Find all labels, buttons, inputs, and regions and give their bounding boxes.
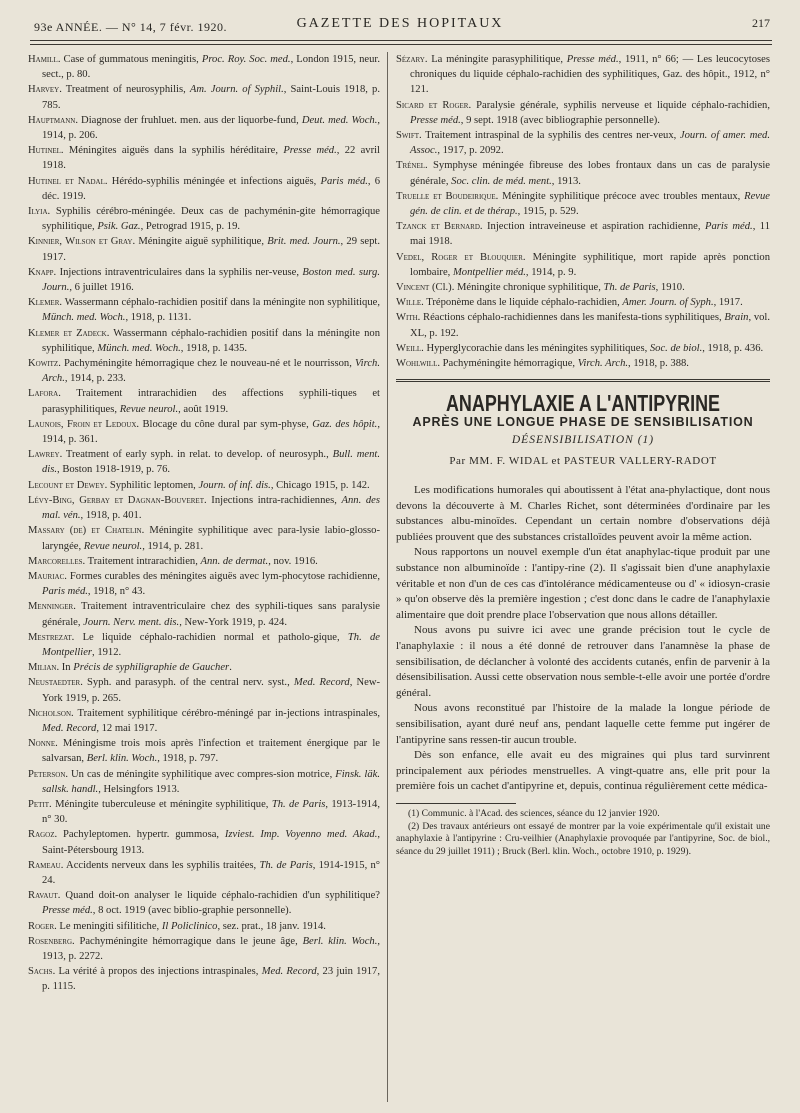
reference-italic: Proc. Roy. Soc. med. (201, 54, 291, 65)
article-body (396, 483, 770, 795)
reference-author: Massary (de) et Chatelin. (28, 525, 145, 537)
reference-author: Lawrey. (28, 449, 63, 461)
reference-rest: , 1914, p. 281. (142, 540, 204, 552)
reference-text: Quand doit-on analyser le liquide céphalo-rachidien d'un syphilitique? (60, 890, 380, 902)
bibliography-right-column (396, 52, 770, 371)
reference-italic: Psik. Gaz. (97, 221, 141, 233)
reference-italic: Soc. clin. de méd. ment. (451, 175, 552, 187)
reference-author: Roger. (28, 920, 57, 932)
reference-author: Sicard et Roger. (396, 99, 472, 111)
reference-italic: Münch. med. Woch. (42, 312, 126, 324)
reference-text: Diagnose der fruhluet. men. aus der liquorbe-fund, (77, 114, 302, 126)
reference-text: Traitement intraspinal de la syphilis des centres ner-veux, (421, 130, 680, 142)
reference-author: Sézary. (396, 54, 428, 65)
reference-entry (28, 204, 380, 234)
reference-rest: , Petrograd 1915, p. 19. (140, 221, 241, 233)
reference-italic: Th. de Paris (603, 282, 656, 294)
reference-text: La méningite parasyphilitique, (427, 54, 567, 65)
reference-rest: , 1912. (92, 646, 122, 658)
reference-italic: Med. Record (42, 722, 97, 734)
reference-italic: Brain (724, 312, 749, 324)
reference-italic: Med. Record (261, 966, 317, 978)
reference-italic: Finsk. läk. sallsk. handl. (42, 768, 380, 795)
reference-text: Méningite syphilitique avec para-lysie labio-glosso-laryngée, (42, 525, 380, 552)
reference-entry (396, 295, 770, 310)
reference-text: Injection intraveineuse et aspiration rachidienne, (482, 221, 705, 233)
reference-text: La vérité à propos des injections intraspinales, (55, 966, 262, 978)
reference-rest: , 1918, p. 1435. (180, 342, 248, 354)
reference-rest: , 6 déc. 1919. (42, 175, 381, 202)
reference-rest: , sez. prat., 18 janv. 1914. (217, 920, 326, 932)
reference-entry (28, 675, 381, 705)
reference-author: Rosenberg. (28, 935, 75, 947)
reference-entry (28, 767, 380, 797)
reference-text: Tréponème dans le liquide céphalo-rachidien, (423, 297, 623, 309)
reference-text: Méningisme trois mois après l'infection et traitement énergique par le salvarsan, (42, 738, 380, 765)
reference-rest: , 1914, p. 361. (42, 418, 380, 446)
reference-entry (28, 356, 380, 386)
reference-author: Nonne. (28, 738, 58, 750)
reference-entry (396, 310, 771, 340)
reference-rest: , 1914, p. 206. (42, 114, 380, 142)
article-subtitle: APRÈS UNE LONGUE PHASE DE SENSIBILISATION (412, 415, 754, 430)
reference-text: Hyperglycorachie dans les méningites syphilitiques, (423, 342, 650, 354)
reference-author: Petit. (28, 798, 52, 810)
reference-text: Injections intraventriculaires dans la syphilis ner-veuse, (56, 266, 303, 278)
reference-italic: Berl. klin. Woch. (86, 753, 158, 765)
reference-entry (28, 82, 381, 112)
reference-entry (28, 478, 380, 493)
reference-entry (28, 113, 380, 143)
reference-text: Pachyméningite hémorragique, (440, 358, 578, 370)
reference-rest: , 1917. (713, 297, 743, 309)
reference-rest: , 12 mai 1917. (96, 722, 158, 734)
reference-italic: Revue neurol. (83, 540, 143, 552)
reference-rest: , 1918, n° 43. (87, 586, 146, 598)
reference-italic: Paris méd. (42, 586, 88, 598)
article-subtitle-desensibilisation: DÉSENSIBILISATION (1) (511, 433, 655, 446)
reference-text: Wassermann céphalo-rachidien positif dans la méningite non syphilitique, (62, 297, 380, 309)
reference-text: Méningite tuberculeuse et méningite syphilitique, (51, 798, 272, 810)
reference-text: Méningites aiguës dans la syphilis héréditaire, (63, 145, 284, 157)
reference-text: Un cas de méningite syphilitique avec compres-sion motrice, (68, 768, 336, 780)
reference-italic: Montpellier méd. (452, 266, 526, 278)
reference-rest: , 11 mai 1918. (410, 221, 771, 248)
reference-text: Injections intra-rachidiennes, (206, 494, 342, 506)
reference-italic: Journ. Nerv. ment. dis. (83, 616, 180, 628)
reference-italic: Virch. Arch. (577, 358, 629, 370)
reference-entry (28, 919, 380, 934)
reference-italic: Soc. de biol. (649, 342, 703, 354)
reference-entry (28, 858, 381, 888)
reference-entry (28, 234, 380, 264)
footnotes (396, 808, 770, 858)
reference-text: Symphyse méningée fibreuse des lobes frontaux dans un cas de paralysie générale, (410, 160, 770, 187)
article-paragraph: Nous avons reconstitué par l'histoire de la malade la longue période de sensibilisation, ayant duré neuf ans, pendant laquelle cette femme put ingérer de l'antipyrine sans ressen-tir aucun trouble. (396, 702, 770, 746)
reference-italic: Ann. de dermat. (200, 555, 269, 567)
reference-text: Case of gummatous meningitis, (60, 54, 202, 65)
reference-text: Le liquide céphalo-rachidien normal et patholo-gique, (74, 631, 348, 643)
reference-text: Méningite syphilitique, mort rapide après ponction lombaire, (410, 251, 770, 278)
reference-rest: , 1914-1915, n° 24. (42, 859, 381, 886)
reference-rest: , Chicago 1915, p. 142. (270, 479, 370, 491)
reference-author: Marcorelles. (28, 555, 86, 567)
reference-entry (396, 280, 770, 295)
reference-entry (28, 265, 380, 295)
reference-italic: Bull. ment. dis. (42, 449, 380, 476)
reference-rest: , 1918, p. 436. (702, 342, 764, 354)
reference-italic: Deut. med. Woch. (301, 114, 378, 126)
reference-author: With. (396, 312, 421, 324)
reference-entry (28, 143, 381, 173)
reference-rest: , 1915, p. 529. (517, 206, 579, 218)
reference-italic: Brit. med. Journ. (267, 236, 341, 248)
reference-entry (28, 417, 380, 447)
reference-rest: , 1911, n° 66; — Les leucocytoses chroniques du liquide céphalo-rachidien des syphilitiques, Gaz. des hôpit., 1912, n° 121. (410, 54, 770, 96)
reference-text: Pachyméningite hémorragique chez le nouveau-né et le nourrisson, (60, 358, 355, 370)
reference-entry (28, 174, 381, 204)
reference-italic: Boston med. surg. Journ. (42, 266, 380, 294)
reference-entry (28, 827, 380, 857)
reference-rest: , New-York 1919, p. 424. (179, 616, 288, 628)
reference-italic: Revue neurol. (119, 403, 179, 415)
reference-entry (396, 219, 771, 249)
reference-rest: , 1913-1914, n° 30. (42, 798, 380, 826)
reference-rest: . (229, 662, 232, 674)
article-paragraph: Les modifications humorales qui aboutissent à l'état ana-phylactique, dont nous devons la découverte à M. Charles Richet, sont déterminées d'ordinaire par les substances albu-minoïdes. Cependant un certain nombre d'observations déjà publiées prouvent que des substances cristalloïdes peuvent avoir la même action. (396, 484, 770, 543)
reference-entry (28, 52, 380, 82)
reference-entry (396, 52, 770, 98)
reference-author: Klemer. (28, 297, 63, 309)
reference-italic: Th. de Paris (259, 859, 313, 871)
reference-entry (28, 660, 380, 675)
reference-author: Rameau. (28, 859, 64, 871)
reference-text: (Cl.). Méningite chronique syphilitique, (429, 282, 604, 294)
reference-italic: Th. de Montpellier (42, 631, 381, 658)
reference-entry (396, 250, 770, 280)
journal-title: GAZETTE DES HOPITAUX (296, 16, 504, 31)
reference-rest: , 1910. (655, 282, 685, 294)
reference-rest: , 1918, p. 797. (157, 753, 219, 765)
reference-rest: , Boston 1918-1919, p. 76. (57, 464, 171, 476)
reference-author: Klemer et Zadeck. (28, 327, 110, 339)
reference-rest: , 1914, p. 233. (64, 373, 126, 385)
reference-rest: , Saint-Louis 1918, p. 785. (42, 84, 381, 111)
reference-rest: , nov. 1916. (268, 555, 318, 567)
section-rule (396, 379, 770, 380)
reference-text: Hérédo-syphilis méningée et infections aiguës, (107, 175, 321, 187)
reference-author: Sachs. (28, 966, 56, 978)
reference-author: Vedel, Roger et Blouquier. (396, 251, 526, 263)
reference-italic: Presse méd. (42, 905, 93, 917)
reference-rest: , 1913, p. 2272. (42, 935, 380, 962)
reference-rest: , 29 sept. 1917. (42, 236, 380, 263)
reference-entry (28, 554, 380, 569)
reference-author: Hamill. (28, 54, 61, 65)
reference-rest: , London 1915, neur. sect., p. 80. (42, 54, 380, 81)
reference-italic: Am. Journ. of Syphil. (189, 84, 284, 96)
reference-text: Traitement intrarachidien des affections syphili-tiques et parasyphilitiques, (42, 388, 380, 415)
reference-italic: Gaz. des hôpit. (312, 418, 378, 430)
reference-italic: Berl. klin. Woch. (302, 935, 378, 947)
reference-rest: , 22 avril 1918. (42, 145, 381, 172)
reference-entry (28, 630, 381, 660)
reference-italic: Münch. med. Woch. (97, 342, 181, 354)
reference-entry (28, 447, 380, 477)
reference-rest: , 1918, p. 388. (628, 358, 689, 370)
reference-text: Treatment of neurosyphilis, (61, 84, 190, 96)
footnote: (1) Communic. à l'Acad. des sciences, séance du 12 janvier 1920. (408, 807, 660, 819)
reference-entry (396, 189, 770, 219)
reference-entry (28, 326, 381, 356)
reference-author: Nicholson. (28, 707, 74, 719)
reference-author: Ilyia. (28, 206, 51, 218)
reference-italic: Paris méd. (320, 175, 368, 187)
bibliography-left-column (28, 52, 380, 995)
reference-italic: Izviest. Imp. Voyenno med. Akad. (224, 829, 378, 841)
reference-text: Wassermann céphalo-rachidien positif dans la méningite non syphilitique, (42, 327, 381, 354)
reference-text: In (59, 662, 74, 674)
reference-italic: Presse méd. (283, 145, 337, 157)
reference-rest: , août 1919. (178, 403, 229, 415)
reference-text: Méningite syphilitique précoce avec troubles mentaux, (498, 190, 745, 202)
reference-text: Pachyleptomen. hypertr. gummosa, (57, 829, 225, 841)
reference-entry (28, 599, 380, 629)
reference-author: Hutinel et Nadal. (28, 175, 108, 187)
reference-text: Paralysie générale, syphilis nerveuse et liquide céphalo-rachidien, (471, 99, 770, 111)
reference-italic: Presse méd. (410, 114, 461, 126)
reference-rest: , 1913. (551, 175, 581, 187)
reference-rest: , 8 oct. 1919 (avec biblio-graphie personnelle). (92, 905, 292, 917)
reference-text: Pachyméningite hémorragique dans le jeune âge, (74, 935, 303, 947)
reference-italic: Revue gén. de clin. et de thérap. (410, 190, 770, 218)
reference-entry (396, 356, 770, 371)
reference-italic: Th. de Paris (271, 798, 326, 810)
reference-author: Kowitz. (28, 358, 61, 370)
reference-author: Wille. (396, 297, 424, 309)
article-paragraph: Dès son enfance, elle avait eu des migraines qui plus tard survinrent principalement aux périodes menstruelles. A vingt-quatre ans, elle prit pour la première fois un cachet d'antipyrine et, depuis, continua régulièrement cette médica- (396, 749, 770, 793)
reference-author: Launois, Froin et Ledoux. (28, 418, 140, 430)
reference-entry (28, 295, 380, 325)
footnote-rule (396, 803, 516, 804)
reference-entry (28, 797, 380, 827)
reference-rest: , vol. XL, p. 192. (410, 312, 771, 339)
reference-rest: , 9 sept. 1918 (avec bibliographie personnelle). (460, 114, 660, 126)
reference-author: Knapp. (28, 266, 57, 278)
reference-author: Neustaedter. (28, 677, 83, 689)
reference-author: Wohlwill. (396, 358, 441, 370)
reference-entry (28, 569, 380, 599)
reference-author: Swift. (396, 130, 422, 142)
reference-text: Traitement syphilitique cérébro-méningé par in-jections intraspinales, (73, 707, 380, 719)
reference-author: Lafora. (28, 388, 61, 400)
reference-italic: Précis de syphiligraphie de Gaucher (73, 662, 230, 674)
reference-author: Ravaut. (28, 890, 61, 902)
reference-italic: Ann. des mal. vén. (42, 494, 381, 522)
reference-rest: , 1918, p. 401. (80, 510, 142, 522)
article-paragraph: Nous avons pu suivre ici avec une grande précision tout le cycle de l'anaphylaxie : il nous a été donné de retrouver dans l'anamnèse la phase de sensibilisation, de déclancher à volonté des accidents cutanés, enfin de parvenir à la désensibilisation. Aussi cette observation nous semble-t-elle avoir une portée d'ordre général. (396, 624, 770, 699)
reference-author: Ragoz. (28, 829, 58, 841)
reference-italic: Med. Record (293, 677, 350, 689)
column-divider (387, 52, 388, 1102)
reference-italic: Journ. of amer. med. Assoc. (410, 130, 770, 157)
reference-entry (396, 98, 770, 128)
reference-text: Syph. and parasyph. of the central nerv. syst., (82, 677, 294, 689)
reference-rest: , Saint-Pétersbourg 1913. (42, 829, 380, 856)
reference-author: Tzanck et Bernard. (396, 221, 483, 233)
reference-text: Traitement intrarachidien, (85, 555, 201, 567)
section-rule-thin (396, 381, 770, 382)
reference-text: Le meningiti sifilitiche, (56, 920, 162, 932)
reference-text: Blocage du cône dural par sym-physe, (139, 418, 313, 430)
right-column (396, 52, 770, 858)
reference-author: Vincent (396, 282, 430, 294)
footnote: (2) Des travaux antérieurs ont essayé de montrer par la voie expérimentale qu'il existait une anaphylaxie à l'antipyrine : Cru-veilhier (Anaphylaxie provoquée par l'antipyrine, Soc. de biol., séance du 29 juillet 1911) ; Bruck (Berl. klin. Woch., octobre 1910, p. 1929). (396, 820, 770, 857)
reference-italic: Paris méd. (704, 221, 753, 233)
reference-author: Hutinel. (28, 145, 64, 157)
page-number: 217 (752, 16, 770, 30)
reference-italic: Journ. of inf. dis. (198, 479, 271, 491)
issue-line: 93e ANNÉE. — N° 14, 7 févr. 1920. (34, 20, 227, 34)
reference-author: Lecount et Dewey. (28, 479, 108, 491)
reference-entry (28, 964, 380, 994)
reference-author: Truelle et Boudeirique. (396, 190, 499, 202)
header-rule (30, 40, 772, 41)
reference-author: Hauptmann. (28, 114, 78, 126)
reference-entry (396, 158, 770, 188)
reference-author: Mauriac. (28, 570, 67, 582)
reference-author: Mestrezat. (28, 631, 75, 643)
reference-italic: Presse méd. (566, 54, 619, 65)
reference-text: Traitement intraventriculaire chez des syphili-tiques sans paralysie générale, (42, 601, 380, 628)
reference-rest: , 1918, p. 1131. (125, 312, 192, 324)
reference-entry (28, 934, 380, 964)
reference-italic: Virch. Arch. (42, 358, 380, 385)
reference-author: Harvey. (28, 84, 62, 96)
reference-author: Peterson. (28, 768, 69, 780)
reference-author: Kinnier, Wilson et Gray. (28, 236, 136, 248)
reference-text: Formes curables des méningites aiguës avec lym-phocytose rachidienne, (66, 570, 380, 582)
reference-rest: , 1917, p. 2092. (437, 145, 504, 157)
reference-text: Treatment of early syph. in relat. to develop. of neurosyph., (62, 449, 333, 461)
reference-rest: , 6 juillet 1916. (69, 282, 134, 294)
reference-text: Accidents nerveux dans les syphilis traitées, (63, 859, 260, 871)
reference-entry (396, 128, 770, 158)
reference-entry (28, 888, 380, 918)
reference-entry (28, 493, 381, 523)
reference-entry (28, 736, 380, 766)
reference-rest: , 23 juin 1917, p. 1115. (42, 966, 380, 993)
reference-italic: Amer. Journ. of Syph. (622, 297, 714, 309)
reference-rest: , New-York 1919, p. 265. (42, 677, 381, 704)
reference-entry (396, 341, 770, 356)
reference-text: Méningite aiguë syphilitique, (135, 236, 268, 248)
reference-text: Syphilitic leptomen, (107, 479, 199, 491)
reference-text: Syphilis cérébro-méningée. Deux cas de pachyménin-gite hémorragique syphilitique, (42, 206, 380, 233)
reference-entry (28, 523, 380, 553)
reference-author: Milian. (28, 662, 60, 674)
reference-italic: Il Policlinico (161, 920, 218, 932)
reference-rest: , Helsingfors 1913. (98, 783, 180, 795)
reference-rest: , 1914, p. 9. (525, 266, 577, 278)
article-title: ANAPHYLAXIE A L'ANTIPYRINE (445, 390, 721, 417)
article-paragraph: Nous rapportons un nouvel exemple d'un état anaphylac-tique produit par une substance non albuminoïde : l'antipy-rine (2). Il s'agissait bien d'une anaphylaxie véritable et non d'un de ces cas d'intolérance médicamenteuse ou d' « idiosyn-crasie » qu'on observe dès la première ingestion ; c'est donc dans le cadre de l'anaphylaxie alimentaire que doit prendre place l'observation que nous allons détailler. (396, 546, 770, 621)
article-authors: Par MM. F. WIDAL et PASTEUR VALLERY-RADOT (449, 454, 717, 467)
reference-author: Trénel. (396, 160, 428, 172)
reference-author: Menninger. (28, 601, 76, 613)
reference-entry (28, 386, 380, 416)
reference-entry (28, 706, 380, 736)
reference-text: Réactions céphalo-rachidiennes dans les manifesta-tions syphilitiques, (420, 312, 725, 324)
reference-author: Lévy-Bing, Gerbay et Dagnan-Bouveret. (28, 494, 207, 506)
header-rule-thin (30, 44, 772, 45)
reference-author: Weill. (396, 342, 424, 354)
